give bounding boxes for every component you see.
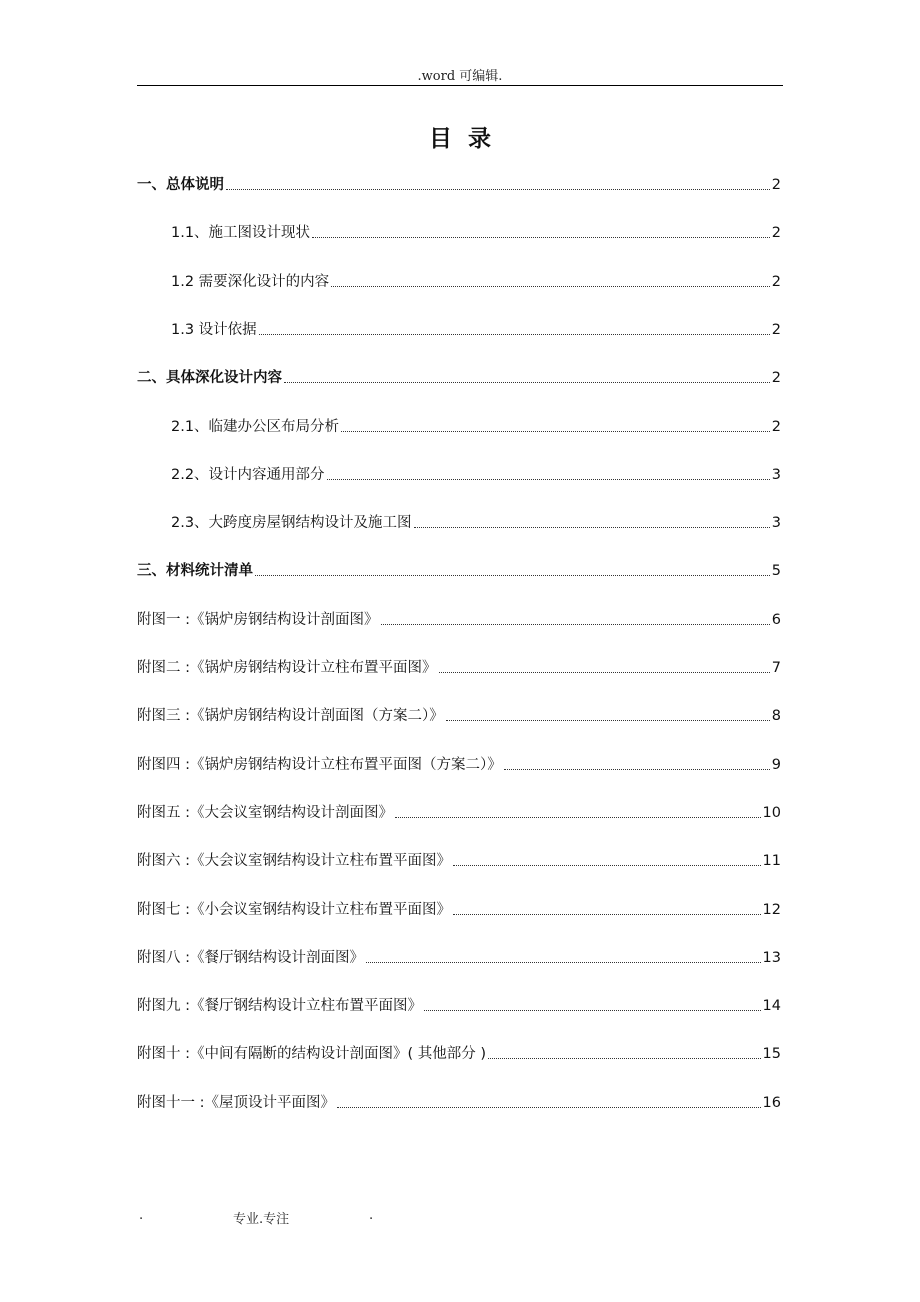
dot-leader [453, 865, 761, 866]
toc-entry[interactable] [137, 899, 781, 921]
toc-entry[interactable] [137, 754, 781, 776]
toc-entry-label: 附图八 :《餐厅钢结构设计剖面图》 [137, 950, 364, 966]
dot-leader [327, 479, 770, 480]
toc-entry-label: 2.3、大跨度房屋钢结构设计及施工图 [171, 515, 412, 531]
dot-leader [312, 237, 770, 238]
dot-leader [331, 286, 770, 287]
toc-entry-label: 2.1、临建办公区布局分析 [171, 419, 340, 435]
dot-leader [337, 1107, 761, 1108]
toc-entry[interactable] [137, 560, 781, 582]
toc-entry-page: 2 [771, 370, 781, 386]
toc-entry-page: 11 [762, 853, 781, 869]
toc-entry-label: 附图九 :《餐厅钢结构设计立柱布置平面图》 [137, 998, 422, 1014]
toc-entry-label: 1.3 设计依据 [171, 322, 257, 338]
dot-leader [341, 431, 770, 432]
toc-entry[interactable] [137, 174, 781, 196]
toc-entry[interactable] [137, 705, 781, 727]
toc-entry-label: 1.1、施工图设计现状 [171, 225, 311, 241]
toc-entry-page: 15 [762, 1046, 781, 1062]
toc-entry-label: 二、具体深化设计内容 [137, 370, 282, 386]
toc-entry-page: 2 [771, 419, 781, 435]
toc-entry-label: 三、材料统计清单 [137, 563, 253, 579]
header-divider [137, 85, 783, 86]
footer-center: 专业.专注 [233, 1212, 290, 1227]
dot-leader [439, 672, 770, 673]
toc-entry-label: 1.2 需要深化设计的内容 [171, 274, 330, 290]
toc-entry-label: 附图六 :《大会议室钢结构设计立柱布置平面图》 [137, 853, 451, 869]
toc-entry-label: 一、总体说明 [137, 177, 224, 193]
toc-entry[interactable] [137, 512, 781, 534]
toc-entry-page: 12 [762, 902, 781, 918]
dot-leader [381, 624, 770, 625]
toc-entry-label: 附图一 :《锅炉房钢结构设计剖面图》 [137, 612, 379, 628]
toc-entry[interactable] [137, 609, 781, 631]
footer-left: . [139, 1208, 144, 1223]
toc-entry[interactable] [137, 222, 781, 244]
toc-entry-label: 附图十 :《中间有隔断的结构设计剖面图》( 其他部分 ) [137, 1046, 487, 1062]
toc-entry-page: 5 [771, 563, 781, 579]
toc-entry-page: 9 [771, 757, 781, 773]
toc-entry-label: 附图十一 :《屋顶设计平面图》 [137, 1095, 335, 1111]
toc-entry-page: 6 [771, 612, 781, 628]
toc-entry-page: 2 [771, 177, 781, 193]
dot-leader [259, 334, 770, 335]
toc-entry-page: 2 [771, 322, 781, 338]
page-footer [137, 1208, 783, 1228]
toc-entry-label: 附图四 :《锅炉房钢结构设计立柱布置平面图（方案二）》 [137, 757, 502, 773]
toc-entry[interactable] [137, 367, 781, 389]
toc-entry-label: 附图五 :《大会议室钢结构设计剖面图》 [137, 805, 393, 821]
footer-right: . [369, 1208, 374, 1223]
toc-entry-page: 7 [771, 660, 781, 676]
page-header: .word 可编辑. [417, 69, 503, 84]
toc-entry[interactable] [137, 416, 781, 438]
toc-entry-page: 13 [762, 950, 781, 966]
dot-leader [226, 189, 770, 190]
toc-entry[interactable] [137, 1043, 781, 1065]
toc-entry-page: 2 [771, 274, 781, 290]
toc-entry[interactable] [137, 995, 781, 1017]
toc-entry-page: 3 [771, 515, 781, 531]
toc-title: 目录 [429, 126, 507, 152]
toc-entry-page: 3 [771, 467, 781, 483]
toc-entry[interactable] [137, 657, 781, 679]
dot-leader [424, 1010, 761, 1011]
toc-entry[interactable] [137, 271, 781, 293]
toc-entry-page: 14 [762, 998, 781, 1014]
dot-leader [453, 914, 761, 915]
toc-entry[interactable] [137, 947, 781, 969]
dot-leader [488, 1058, 761, 1059]
toc-entry-page: 10 [762, 805, 781, 821]
toc-entry-label: 附图三 :《锅炉房钢结构设计剖面图（方案二）》 [137, 708, 444, 724]
toc-entry-label: 附图二 :《锅炉房钢结构设计立柱布置平面图》 [137, 660, 437, 676]
dot-leader [504, 769, 770, 770]
toc-entry-label: 2.2、设计内容通用部分 [171, 467, 325, 483]
toc-entry-page: 8 [771, 708, 781, 724]
toc-entry-page: 16 [762, 1095, 781, 1111]
toc-entry[interactable] [137, 802, 781, 824]
toc-entry[interactable] [137, 464, 781, 486]
toc-entry[interactable] [137, 1092, 781, 1114]
dot-leader [414, 527, 770, 528]
toc-entry[interactable] [137, 850, 781, 872]
toc-entry[interactable] [137, 319, 781, 341]
dot-leader [284, 382, 770, 383]
dot-leader [366, 962, 761, 963]
dot-leader [395, 817, 761, 818]
toc-entry-label: 附图七 :《小会议室钢结构设计立柱布置平面图》 [137, 902, 451, 918]
toc-entry-page: 2 [771, 225, 781, 241]
dot-leader [255, 575, 770, 576]
dot-leader [446, 720, 770, 721]
